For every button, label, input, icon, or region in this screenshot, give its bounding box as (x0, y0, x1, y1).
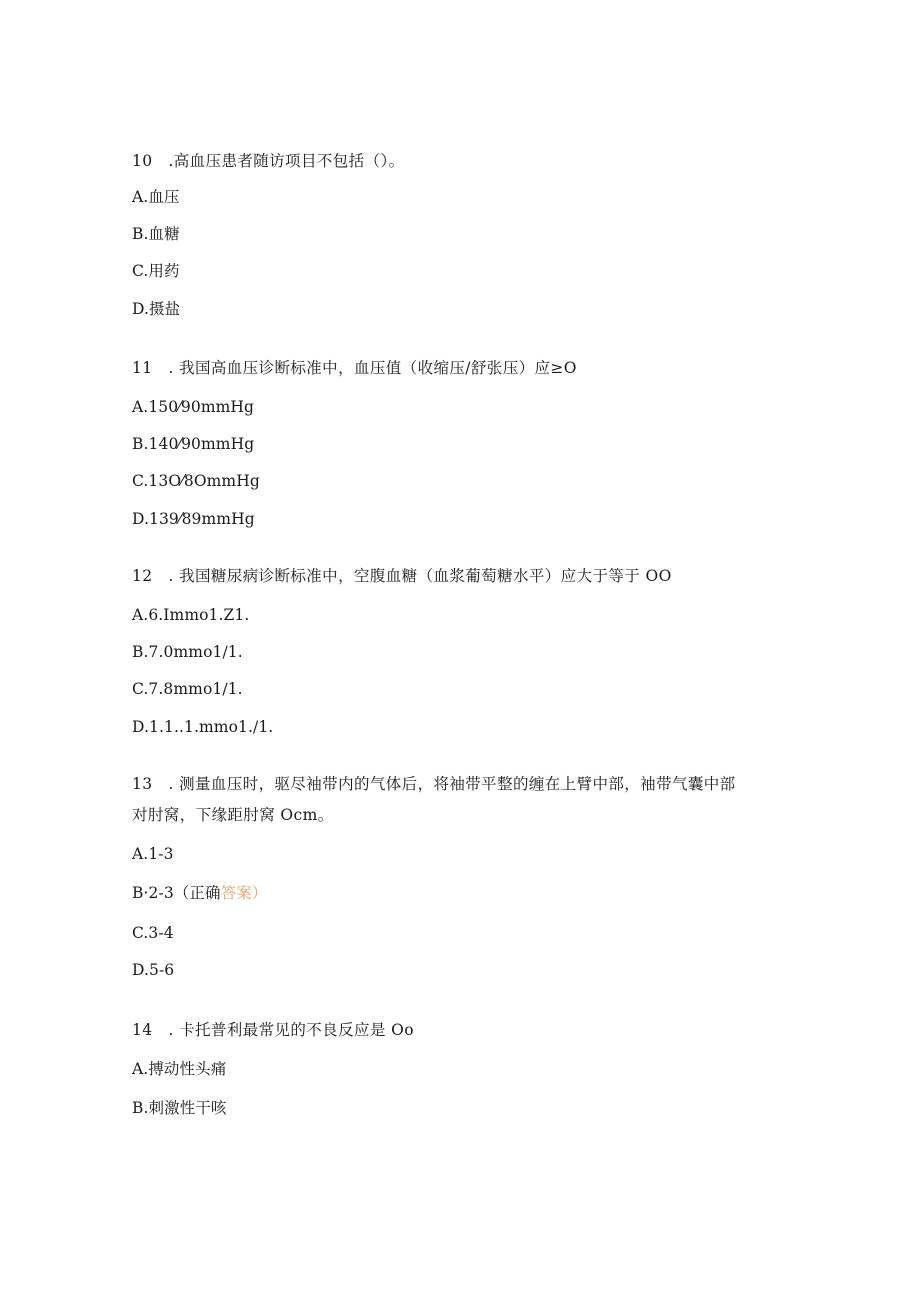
question-13-option-b (132, 882, 267, 904)
question-14-stem: 14 . 卡托普利最常见的不良反应是 Oo (132, 1021, 414, 1039)
question-13-stem-line-2: 对肘窝，下缘距肘窝 Ocm。 (132, 806, 334, 824)
question-12-option-d: D.1.1..1.mmo1./1. (132, 718, 274, 736)
question-13-option-b-text: B·2-3（正确 (132, 884, 221, 902)
question-14-option-a: A.搏动性头痛 (132, 1060, 227, 1078)
question-12-option-b: B.7.0mmo1∕1. (132, 643, 243, 661)
question-12-option-c: C.7.8mmo1∕1. (132, 680, 243, 698)
question-13-option-c: C.3-4 (132, 924, 174, 942)
question-11-stem: 11 . 我国高血压诊断标准中，血压值（收缩压/舒张压）应≥O (132, 359, 577, 377)
question-12-option-a: A.6.Immo1.Z1. (132, 606, 250, 624)
question-10-option-a: A.血压 (132, 188, 180, 206)
question-10-option-d: D.摄盐 (132, 300, 181, 318)
question-13-stem-line-1: 13 . 测量血压时，驱尽袖带内的气体后，将袖带平整的缠在上臂中部，袖带气囊中部 (132, 775, 736, 793)
question-11-option-d: D.139⁄89mmHg (132, 510, 255, 528)
answer-note: 答案） (220, 884, 268, 902)
question-14-option-b: B.刺激性干咳 (132, 1099, 227, 1117)
question-10-option-c: C.用药 (132, 262, 180, 280)
question-13-option-d: D.5-6 (132, 961, 175, 979)
question-13-option-a: A.1-3 (132, 845, 174, 863)
question-11-option-c: C.13O⁄8OmmHg (132, 472, 260, 490)
question-10-option-b: B.血糖 (132, 225, 180, 243)
question-11-option-b: B.140⁄90mmHg (132, 435, 255, 453)
question-11-option-a: A.150⁄90mmHg (132, 398, 255, 416)
question-10-stem: 10 .高血压患者随访项目不包括（）。 (132, 152, 405, 170)
question-12-stem: 12 . 我国糖尿病诊断标准中，空腹血糖（血浆葡萄糖水平）应大于等于 OO (132, 567, 672, 585)
